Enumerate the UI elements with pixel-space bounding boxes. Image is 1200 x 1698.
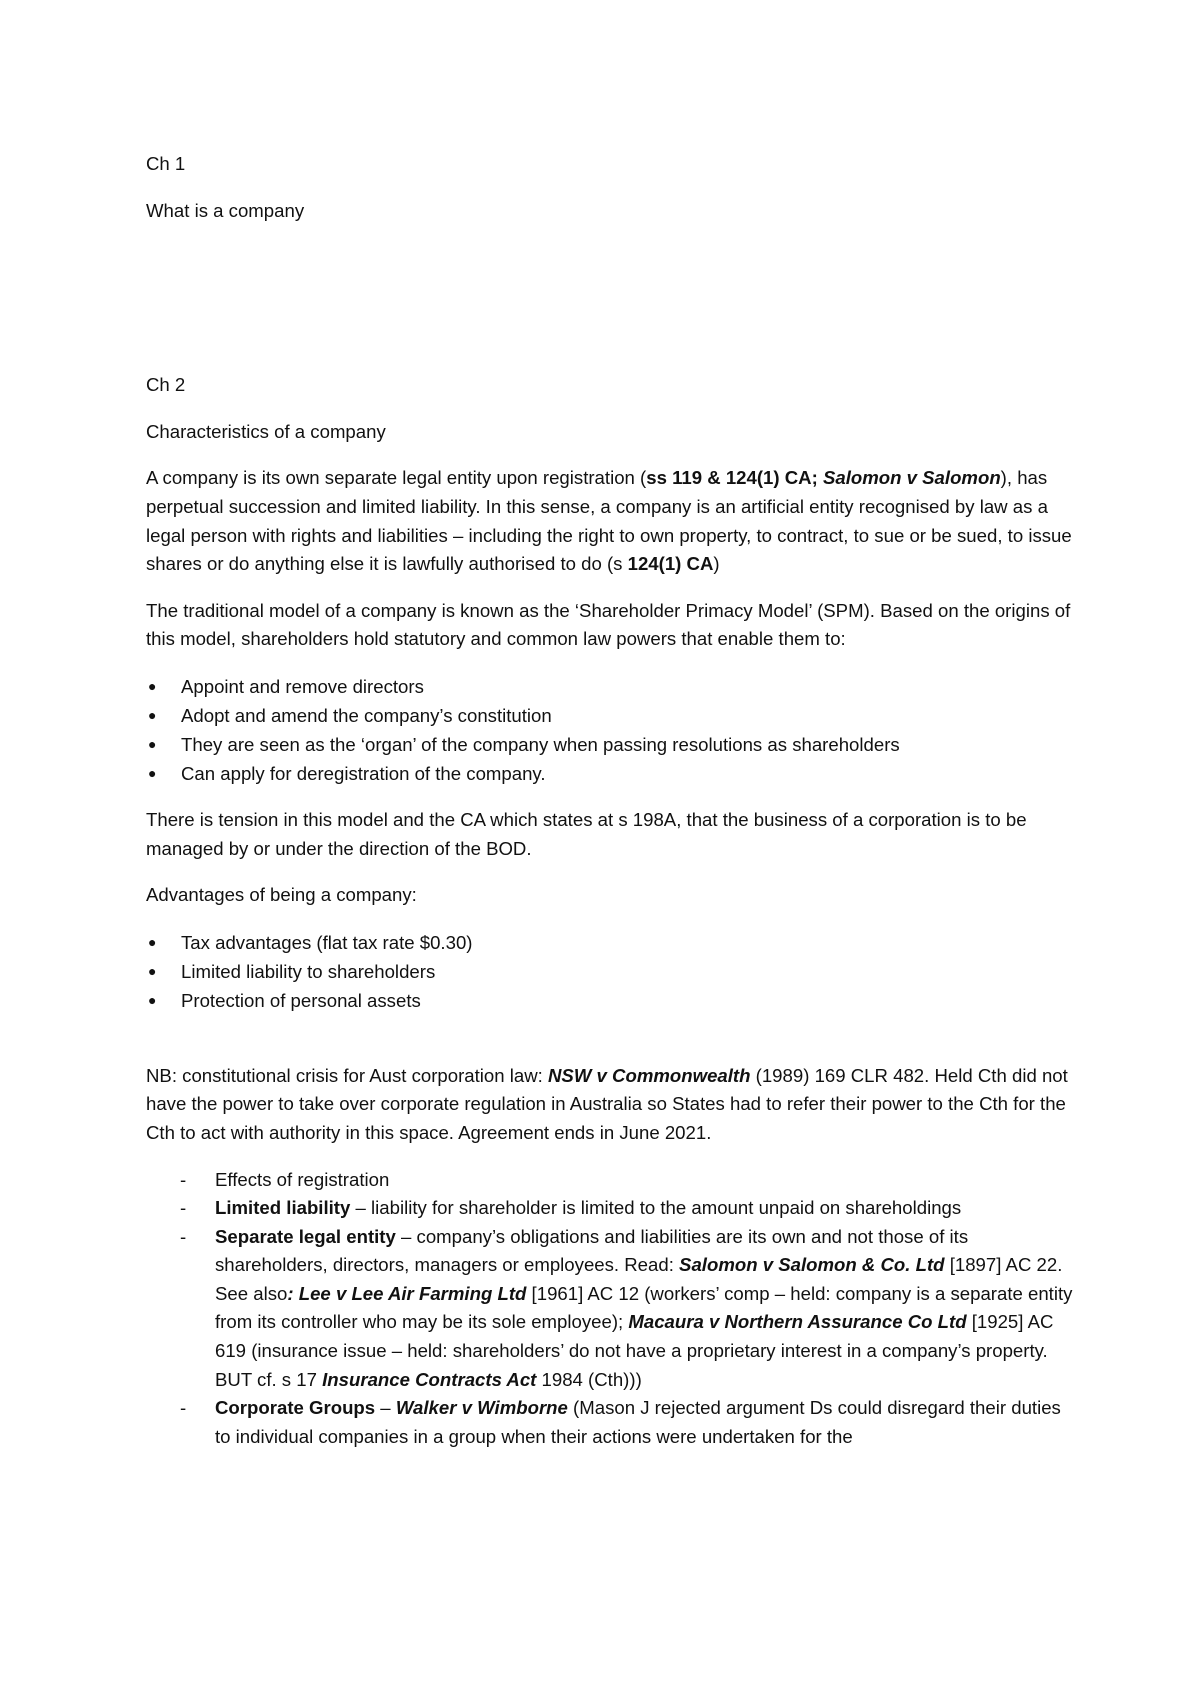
- text-run: Insurance Contracts Act: [322, 1368, 537, 1390]
- bullet-icon: ●: [148, 991, 157, 1008]
- text-run: – liability for shareholder is limited to the amount unpaid on shareholdings: [350, 1197, 962, 1219]
- text-run: Effects of registration: [215, 1168, 390, 1190]
- list-item: [146, 730, 1080, 759]
- text-run: : Lee v Lee Air Farming Ltd: [287, 1282, 527, 1304]
- text-run: NB: constitutional crisis for Aust corporation law:: [146, 1064, 548, 1086]
- text-run: ), has perpetual succession and limited liability. In this sense, a company is an artificial entity recognised by law as a legal person with rights and liabilities – including the right to own property, to contract, to sue or be sued, to issue shares or do anything else it is lawfully authorised to do (s: [146, 467, 1072, 575]
- chapter-1-heading: [146, 150, 1080, 179]
- bullet-icon: ●: [148, 735, 157, 752]
- list-item-text: Can apply for deregistration of the company.: [181, 762, 546, 784]
- list-item: [146, 701, 1080, 730]
- text-run: (Mason J rejected argument Ds could disregard their duties to individual companies in a group when their actions were undertaken for the: [215, 1397, 1061, 1447]
- list-item: [146, 957, 1080, 986]
- list-item-text: Limited liability to shareholders: [181, 960, 436, 982]
- text-run: Advantages of being a company:: [146, 884, 417, 906]
- text-run: –: [375, 1397, 396, 1419]
- list-item: [146, 672, 1080, 701]
- text-run: Macaura v Northern Assurance Co Ltd: [628, 1311, 967, 1333]
- list-item-text: They are seen as the ‘organ’ of the company when passing resolutions as shareholders: [181, 733, 900, 755]
- text-run: Corporate Groups: [215, 1397, 376, 1419]
- text-run: ss 119 & 124(1) CA;: [646, 467, 823, 489]
- paragraph-separate-legal-entity: [146, 464, 1080, 578]
- text-run: What is a company: [146, 199, 305, 221]
- paragraph-shareholder-primacy-model: [146, 597, 1080, 654]
- text-run: Salomon v Salomon: [822, 467, 1001, 489]
- paragraph-tension-s198a: [146, 806, 1080, 863]
- dash-marker: -: [180, 1397, 187, 1419]
- list-item: [180, 1194, 1080, 1223]
- chapter-1-title: [146, 197, 1080, 226]
- bullet-icon: ●: [148, 677, 157, 694]
- chapter-2-heading: [146, 371, 1080, 400]
- bullet-icon: ●: [148, 962, 157, 979]
- text-run: [1961] AC 12 (workers’ comp – held: company is a separate entity from its controller who may be its sole employee);: [215, 1282, 1073, 1333]
- text-run: (1989) 169 CLR 482. Held Cth did not have the power to take over corporate regulation in Australia so States had to refer their power to the Cth for the Cth to act with authority in this space. Agreement ends in June 2021.: [146, 1064, 1068, 1143]
- list-item: [180, 1223, 1080, 1395]
- text-run: NSW v Commonwealth: [548, 1064, 751, 1086]
- list-item: [180, 1394, 1080, 1451]
- bullet-icon: ●: [148, 933, 157, 950]
- list-item-text: Tax advantages (flat tax rate $0.30): [181, 931, 473, 953]
- text-run: There is tension in this model and the CA which states at s 198A, that the business of a corporation is to be managed by or under the direction of the BOD.: [146, 808, 1027, 859]
- text-run: [1897] AC 22. See also: [215, 1254, 1063, 1304]
- paragraph-constitutional-crisis: [146, 1062, 1080, 1148]
- shareholder-powers-list: [146, 672, 1080, 788]
- list-item: [146, 986, 1080, 1015]
- advantages-list: [146, 928, 1080, 1015]
- chapter-2-title: [146, 418, 1080, 447]
- list-item: [146, 928, 1080, 957]
- dash-marker: -: [180, 1225, 187, 1247]
- registration-effects-list: [146, 1166, 1080, 1452]
- dash-marker: -: [180, 1197, 187, 1219]
- text-run: Walker v Wimborne: [395, 1397, 568, 1419]
- list-item-text: Appoint and remove directors: [181, 675, 424, 697]
- text-run: Salomon v Salomon & Co. Ltd: [679, 1254, 945, 1276]
- text-run: Ch 1: [146, 153, 186, 174]
- text-run: Characteristics of a company: [146, 420, 386, 442]
- list-item: [180, 1166, 1080, 1195]
- advantages-heading: [146, 881, 1080, 910]
- text-run: [1925] AC 619 (insurance issue – held: shareholders’ do not have a proprietary interest in a company’s property. BUT cf. s 17: [215, 1311, 1054, 1390]
- bullet-icon: ●: [148, 706, 157, 723]
- bullet-icon: ●: [148, 764, 157, 781]
- list-item-text: Adopt and amend the company’s constitution: [181, 704, 552, 726]
- text-run: 1984 (Cth))): [536, 1368, 642, 1390]
- list-item-text: Protection of personal assets: [181, 989, 421, 1011]
- list-item: [146, 759, 1080, 788]
- dash-marker: -: [180, 1168, 187, 1190]
- text-run: Ch 2: [146, 374, 186, 396]
- text-run: The traditional model of a company is known as the ‘Shareholder Primacy Model’ (SPM). Based on the origins of this model, shareholders hold statutory and common law powers that enable them to:: [146, 599, 1071, 650]
- text-run: Limited liability: [215, 1197, 351, 1219]
- text-run: ): [713, 553, 720, 575]
- text-run: A company is its own separate legal entity upon registration (: [146, 467, 647, 489]
- text-run: – company’s obligations and liabilities are its own and not those of its shareholders, directors, managers or employees. Read:: [215, 1225, 969, 1276]
- text-run: Separate legal entity: [215, 1225, 396, 1247]
- text-run: 124(1) CA: [627, 553, 714, 575]
